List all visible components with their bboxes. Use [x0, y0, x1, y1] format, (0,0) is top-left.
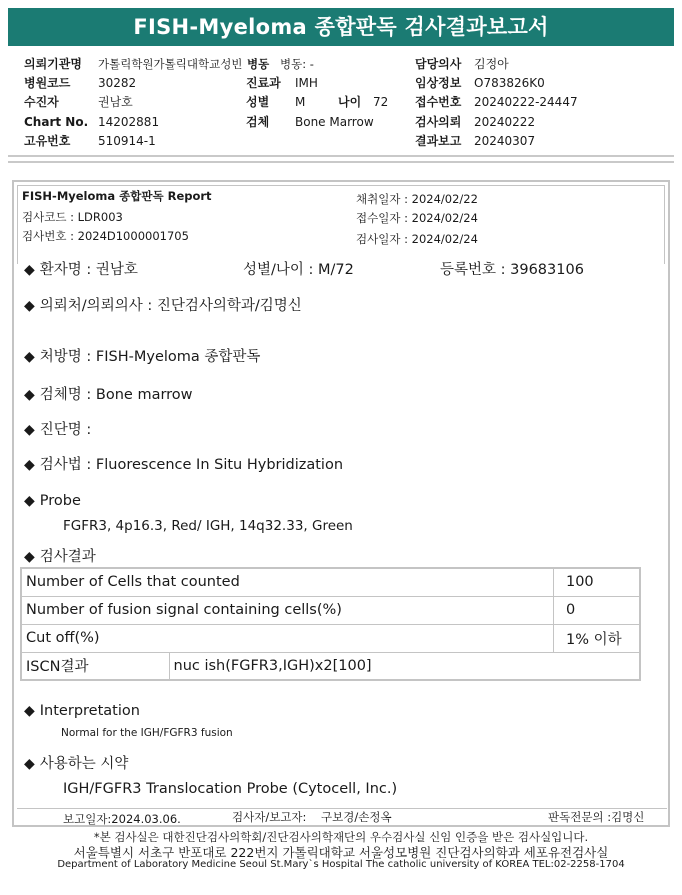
reagent-value: IGH/FGFR3 Translocation Probe (Cytocell, Inc.) [63, 781, 398, 797]
request-value: 20240222 [474, 115, 536, 129]
dept-value: IMH [295, 76, 318, 90]
specimen-value: Bone Marrow [295, 115, 374, 129]
patient-label: 수진자 [24, 95, 59, 109]
diamond-bullet-icon: ◆ [24, 422, 35, 438]
test-date: 검사일자 : 2024/02/24 [356, 232, 478, 246]
reagent-label: 사용하는 시약 [39, 756, 129, 772]
cell-value: 100 [553, 568, 640, 596]
diamond-bullet-icon: ◆ [24, 262, 35, 278]
diamond-bullet-icon: ◆ [24, 457, 35, 473]
table-row [21, 624, 640, 652]
method-line [24, 456, 343, 474]
method: 검사법 : Fluorescence In Situ Hybridization [39, 457, 344, 473]
report-bottom-line [17, 808, 667, 809]
divider-bottom [8, 161, 674, 163]
prescription-line [24, 348, 260, 366]
interpretation-label: Interpretation [39, 703, 140, 719]
diamond-bullet-icon: ◆ [24, 349, 35, 365]
chart-value: 14202881 [98, 115, 160, 129]
diagnosis: 진단명 : [39, 422, 92, 438]
table-row [21, 652, 640, 680]
ward-label: 병동 [247, 57, 270, 71]
sex-value: M [295, 95, 306, 109]
diamond-bullet-icon: ◆ [24, 493, 35, 509]
hospital-code-label: 병원코드 [24, 76, 71, 90]
patient-name-line [24, 261, 138, 279]
probe-label: Probe [39, 493, 81, 509]
footer-accreditation: *본 검사실은 대한진단검사의학회/진단검사의학재단의 우수검사실 신임 인증을 받은 검사실입니다. [93, 830, 589, 844]
specimen: 검체명 : Bone marrow [39, 387, 193, 403]
divider-top [8, 155, 674, 157]
clinical-value: O783826K0 [474, 76, 545, 90]
probe-heading [24, 492, 81, 510]
interpretation-value: Normal for the IGH/FGFR3 fusion [61, 727, 233, 739]
diamond-bullet-icon: ◆ [24, 703, 35, 719]
receipt-date: 접수일자 : 2024/02/24 [356, 211, 478, 225]
doctor-value: 김정아 [474, 57, 509, 71]
patient-name: 환자명 : 권남호 [39, 262, 138, 278]
iscn-value: nuc ish(FGFR3,IGH)x2[100] [169, 652, 640, 680]
footer-address: 서울특별시 서초구 반포대로 222번지 가톨릭대학교 서울성모병원 진단검사의학과 세포유전검사실 [73, 845, 609, 860]
institution-value: 가톨릭학원가톨릭대학교성빈 [98, 57, 243, 71]
report-value: 20240307 [474, 134, 536, 148]
institution-label: 의뢰기관명 [24, 57, 82, 71]
specialist: 판독전문의 :김명신 [548, 810, 645, 824]
footer-department: Department of Laboratory Medicine Seoul St.Mary`s Hospital The catholic university of KOREA TEL:02-2258-1704 [57, 859, 625, 870]
unique-label: 고유번호 [24, 134, 71, 148]
result-label: 검사결과 [39, 549, 96, 565]
probe-value: FGFR3, 4p16.3, Red/ IGH, 14q32.33, Green [63, 518, 353, 534]
cell-value: 1% 이하 [553, 624, 640, 652]
sex-label: 성별 [246, 95, 270, 109]
diamond-bullet-icon: ◆ [24, 756, 35, 772]
diamond-bullet-icon: ◆ [24, 298, 35, 314]
sex-age: 성별/나이 : M/72 [243, 262, 354, 278]
report-date: 보고일자:2024.03.06. [63, 812, 181, 826]
examiner: 검사자/보고자: 구보경/손정옥 [232, 810, 392, 824]
test-code: 검사코드 : LDR003 [22, 210, 123, 224]
registration-number: 등록번호 : 39683106 [440, 262, 584, 278]
cell-label: Number of Cells that counted [21, 568, 553, 596]
patient-value: 권남호 [98, 95, 133, 109]
cell-label: Number of fusion signal containing cells(%) [21, 596, 553, 624]
table-row [21, 568, 640, 596]
age-label: 나이 [338, 95, 362, 109]
table-row [21, 596, 640, 624]
ward-value: 병동: - [280, 57, 314, 71]
report-subtitle: FISH-Myeloma 종합판독 Report [22, 189, 212, 203]
prescription: 처방명 : FISH-Myeloma 종합판독 [39, 349, 261, 365]
receipt-label: 접수번호 [415, 95, 462, 109]
request-label: 검사의뢰 [415, 115, 462, 129]
dept-label: 진료과 [246, 76, 281, 90]
age-value: 72 [373, 95, 389, 109]
referral: 의뢰처/의뢰의사 : 진단검사의학과/김명신 [39, 298, 302, 314]
iscn-label: ISCN결과 [21, 652, 169, 680]
specimen-label: 검체 [246, 115, 270, 129]
chart-label: Chart No. [24, 115, 89, 129]
referral-line [24, 297, 302, 315]
collect-date: 채취일자 : 2024/02/22 [356, 192, 478, 206]
receipt-value: 20240222-24447 [474, 95, 578, 109]
result-heading [24, 548, 96, 566]
test-number: 검사번호 : 2024D1000001705 [22, 229, 189, 243]
clinical-label: 임상정보 [415, 76, 462, 90]
report-label: 결과보고 [415, 134, 462, 148]
doctor-label: 담당의사 [415, 57, 462, 71]
specimen-line [24, 386, 193, 404]
interpretation-heading [24, 702, 140, 720]
report-title: FISH-Myeloma 종합판독 검사결과보고서 [8, 8, 674, 46]
unique-value: 510914-1 [98, 134, 156, 148]
hospital-code-value: 30282 [98, 76, 137, 90]
diagnosis-line [24, 421, 91, 439]
cell-value: 0 [553, 596, 640, 624]
reagent-heading [24, 755, 128, 773]
result-table [20, 567, 641, 681]
diamond-bullet-icon: ◆ [24, 387, 35, 403]
diamond-bullet-icon: ◆ [24, 549, 35, 565]
cell-label: Cut off(%) [21, 624, 553, 652]
